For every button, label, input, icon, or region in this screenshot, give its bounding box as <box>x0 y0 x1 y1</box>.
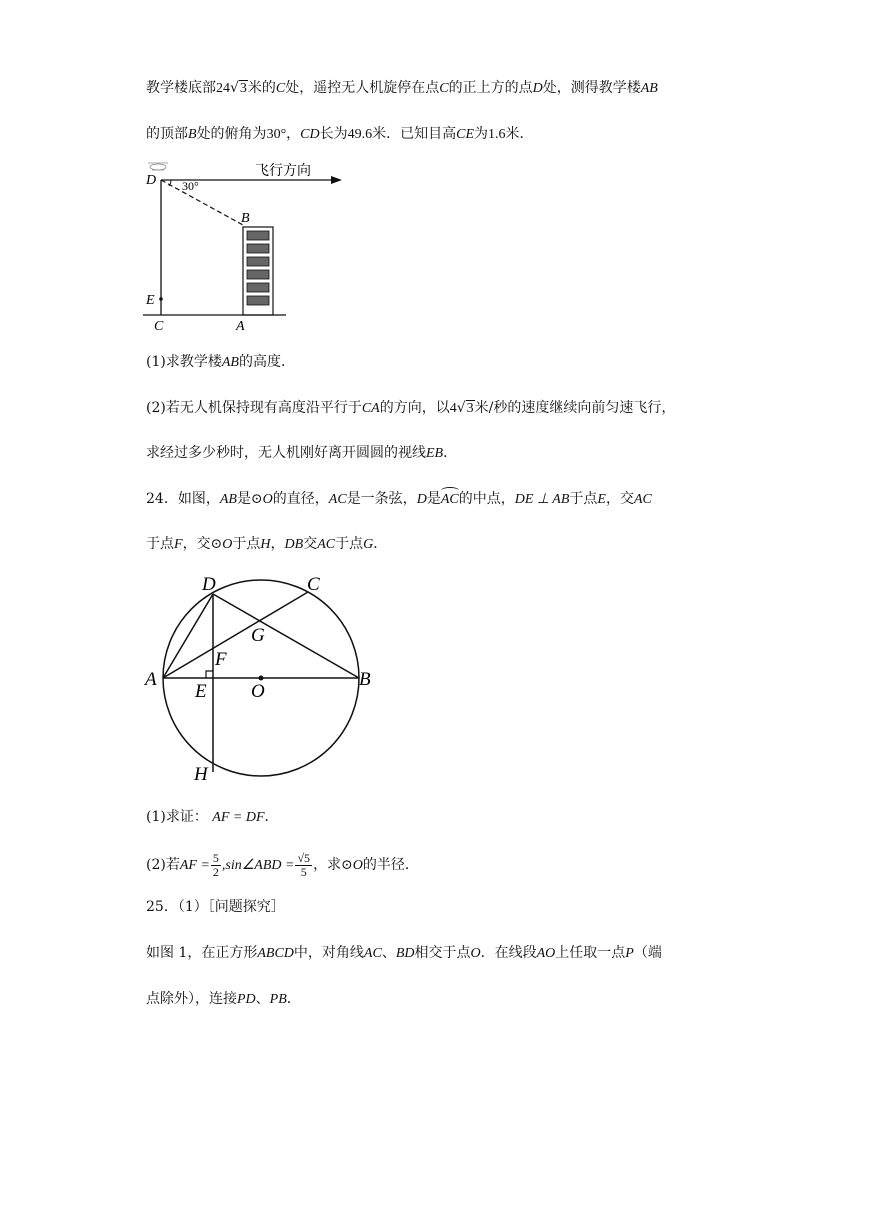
var: D <box>532 81 543 96</box>
var: C <box>439 81 449 96</box>
arc-ac: AC <box>440 492 459 507</box>
label-angle: 30° <box>182 179 199 193</box>
var: EB <box>426 446 444 461</box>
question-24-line-1 <box>146 490 652 509</box>
number: 49.6 <box>347 127 373 142</box>
var: AC <box>363 946 382 961</box>
text: ， <box>270 536 285 552</box>
var: AO <box>536 946 556 961</box>
question-25-title <box>146 898 285 916</box>
text: 处，遥控无人机旋停在点 <box>285 80 440 96</box>
label-b: B <box>359 669 371 690</box>
var: AC <box>328 492 347 507</box>
label-g: G <box>251 625 265 646</box>
center-point <box>259 676 264 681</box>
label-a: A <box>145 669 157 690</box>
chord-ac <box>163 592 308 678</box>
question-24-line-2 <box>146 535 387 554</box>
var: PB <box>269 992 287 1007</box>
text: 25．（1）［问题探究］ <box>146 899 285 915</box>
var: CA <box>361 401 380 416</box>
arrowhead-icon <box>331 176 342 184</box>
text: 的中点， <box>458 491 515 507</box>
sqrt-value: 3 <box>239 81 247 96</box>
label-d: D <box>146 173 157 188</box>
label-e: E <box>195 681 207 702</box>
text: 的高度． <box>238 354 295 370</box>
var: BD <box>395 946 415 961</box>
text: 如图 1，在正方形 <box>146 945 258 961</box>
label-e: E <box>146 293 155 308</box>
text: ，交 <box>605 491 634 507</box>
text: 点除外），连接 <box>146 991 237 1007</box>
question-24-part-1 <box>146 808 279 827</box>
number: 24 <box>216 81 230 96</box>
denominator: 2 <box>212 864 219 879</box>
text: 交 <box>303 536 318 552</box>
text: ， <box>286 126 301 142</box>
var: CD <box>300 127 320 142</box>
drone-icon <box>148 163 168 170</box>
var: C <box>275 81 286 96</box>
text: (2)若 <box>146 857 180 873</box>
text: ． <box>443 445 458 461</box>
angle: 30° <box>266 127 287 142</box>
label-c: C <box>307 574 320 595</box>
text: 的正上方的点 <box>448 80 533 96</box>
var: B <box>188 127 197 142</box>
text: (1)求证： <box>146 809 208 825</box>
text: 米的 <box>247 80 276 96</box>
var: PD <box>237 992 256 1007</box>
number: 4 <box>449 401 457 416</box>
text: 、 <box>381 945 396 961</box>
question-23-part-2-cont <box>146 444 457 463</box>
text: 于点 <box>569 491 598 507</box>
sight-line-db <box>161 180 243 225</box>
text: 上任取一点 <box>555 945 626 961</box>
sqrt-value: 3 <box>466 401 474 416</box>
text: ． <box>373 536 388 552</box>
question-23-part-1 <box>146 353 295 372</box>
var: O <box>352 858 363 873</box>
label-h: H <box>194 764 208 785</box>
text-line <box>146 125 534 144</box>
var: ABCD <box>257 946 294 961</box>
text: (1)求教学楼 <box>146 354 222 370</box>
right-angle-mark <box>206 671 213 678</box>
text: 米/秒的速度继续向前匀速飞行， <box>474 400 676 416</box>
var: DB <box>284 537 304 552</box>
text: ，交⊙ <box>182 536 223 552</box>
text: 中，对角线 <box>293 945 364 961</box>
var: AB <box>221 355 239 370</box>
text: 求经过多少秒时，无人机刚好离开圆圆的视线 <box>146 445 426 461</box>
text: （端 <box>633 945 662 961</box>
label-a: A <box>236 319 245 334</box>
text: 是一条弦， <box>346 491 417 507</box>
text: 相交于点 <box>414 945 471 961</box>
var: E <box>597 492 606 507</box>
label-flight-direction: 飞行方向 <box>255 164 311 179</box>
expression: ,sin∠ABD = <box>221 858 295 873</box>
question-25-line-2 <box>146 990 301 1009</box>
text: 处的俯角为 <box>196 126 267 142</box>
text: ．在线段 <box>480 945 537 961</box>
text: ． <box>264 809 279 825</box>
text: 米． <box>505 126 534 142</box>
question-23-part-2: (2)若无人机保持现有高度沿平行于CA的方向，以4√3米/秒的速度继续向前匀速飞行， <box>146 400 676 416</box>
var: AF = <box>179 858 210 873</box>
text: 是 <box>426 491 441 507</box>
numerator: 5 <box>212 850 219 865</box>
text: 教学楼底部 <box>146 80 216 96</box>
var: D <box>416 492 427 507</box>
fraction <box>211 852 221 879</box>
var: AB <box>640 81 658 96</box>
var: DE ⊥ AB <box>514 492 570 507</box>
line-ad <box>163 594 213 678</box>
text: 米．已知目高 <box>372 126 457 142</box>
var: O <box>222 537 233 552</box>
drone-building-figure <box>140 158 360 336</box>
var: AB <box>219 492 237 507</box>
var: P <box>625 946 634 961</box>
text: 于点 <box>232 536 261 552</box>
label-d: D <box>202 574 216 595</box>
equation: AF = DF <box>212 810 265 825</box>
label-c: C <box>154 319 164 334</box>
numerator: √5 <box>297 850 311 865</box>
text: 24．如图， <box>146 491 220 507</box>
var: CE <box>456 127 475 142</box>
text: 、 <box>255 991 270 1007</box>
label-o: O <box>251 681 265 702</box>
denominator: 5 <box>300 864 307 879</box>
point-e <box>159 297 163 301</box>
text: 于点 <box>146 536 174 552</box>
text: 长为 <box>319 126 348 142</box>
text: 的半径． <box>362 857 419 873</box>
text: (2)若无人机保持现有高度沿平行于 <box>146 400 362 416</box>
var: G <box>363 537 374 552</box>
var: H <box>260 537 271 552</box>
text: ． <box>286 991 301 1007</box>
var: F <box>174 537 183 552</box>
text: 的顶部 <box>146 126 188 142</box>
var: AC <box>633 492 652 507</box>
var: O <box>262 492 273 507</box>
number: 1.6 <box>488 127 506 142</box>
var: AC <box>317 537 336 552</box>
text-line: 教学楼底部24√3米的C处，遥控无人机旋停在点C的正上方的点D处，测得教学楼AB <box>146 80 658 96</box>
question-25-line-1 <box>146 944 662 963</box>
text: 的直径， <box>272 491 329 507</box>
label-f: F <box>215 649 227 670</box>
text: 是⊙ <box>236 491 263 507</box>
text: 的方向，以 <box>379 400 450 416</box>
text: 于点 <box>335 536 364 552</box>
text: 为 <box>474 126 489 142</box>
circle-figure <box>140 568 380 788</box>
fraction <box>295 852 312 879</box>
question-24-part-2 <box>146 850 419 881</box>
var: O <box>470 946 481 961</box>
text: ，求⊙ <box>313 857 353 873</box>
text: 处，测得教学楼 <box>542 80 641 96</box>
label-b: B <box>241 211 250 226</box>
